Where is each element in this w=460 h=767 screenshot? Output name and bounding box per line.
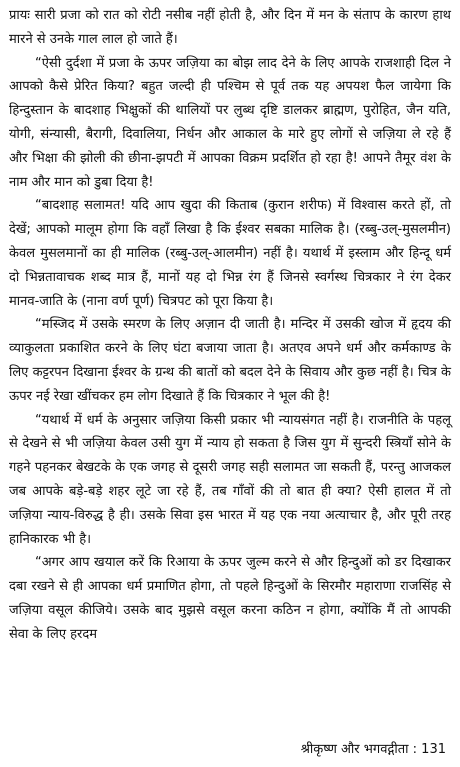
paragraph-5: “यथार्थ में धर्म के अनुसार जज़िया किसी प्रकार भी न्यायसंगत नहीं है। राजनीति के पहलू से देखने से भी जज़िया केवल उसी युग में न्याय हो सकता है जिस युग में सुन्दरी स्त्रियाँ सोने के गहने पहनकर बेखटके के एक जगह से दूसरी जगह सही सलामत जा सकती हैं, परन्तु आजकल जब आपके बड़े-बड़े शहर लूटे जा रहे हैं, तब गाँवों की तो बात ही क्या? ऐसी हालत में तो जज़िया न्याय-विरुद्ध है ही। उसके सिवा इस भारत में यह एक नया अत्याचार है, और पूरी तरह हानिकारक भी है। bbox=[9, 412, 451, 547]
page-footer bbox=[301, 741, 446, 759]
paragraph-1: प्रायः सारी प्रजा को रात को रोटी नसीब नहीं होती है, और दिन में मन के संताप के कारण हाथ मारने से उनके गाल लाल हो जाते हैं। bbox=[9, 8, 451, 47]
paragraph-3: “बादशाह सलामत! यदि आप खुदा की किताब (कुरान शरीफ) में विश्वास करते हों, तो देखें; आपको मालूम होगा कि वहाँ लिखा है कि ईश्वर सबका मालिक है। (रब्बु-उल्-मुसलमीन) केवल मुसलमानों का ही मालिक (रब्बु-उल्-आलमीन) नहीं है। यथार्थ में इस्लाम और हिन्दू धर्म दो भिन्नतावाचक शब्द मात्र हैं, मानों यह दो भिन्न रंग हैं जिनसे स्वर्गस्थ चित्रकार ने रंग देकर मानव-जाति के (नाना वर्ण पूर्ण) चित्रपट को पूरा किया है। bbox=[9, 198, 451, 309]
footer-separator: : bbox=[412, 742, 418, 757]
page-number: 131 bbox=[421, 742, 446, 757]
paragraph-6: “अगर आप खयाल करें कि रिआया के ऊपर जुल्म करने से और हिन्दुओं को डर दिखाकर दबा रखने से ही आपका धर्म प्रमाणित होगा, तो पहले हिन्दुओं के सिरमौर महाराणा राजसिंह से जज़िया वसूल कीजिये। उसके बाद मुझसे वसूल करना कठिन न होगा, क्योंकि मैं तो आपकी सेवा के लिए हरदम bbox=[9, 555, 451, 642]
paragraph-2: “ऐसी दुर्दशा में प्रजा के ऊपर जज़िया का बोझ लाद देने के लिए आपके राजशाही दिल ने आपको कैसे प्रेरित किया? बहुत जल्दी ही पश्चिम से पूर्व तक यह अपयश फैल जायेगा कि हिन्दुस्तान के बादशाह भिक्षुकों की थालियों पर लुब्ध दृष्टि डालकर ब्राह्मण, पुरोहित, जैन यति, योगी, संन्यासी, बैरागी, दिवालिया, निर्धन और आकाल के मारे हुए लोगों से जज़िया ले रहे हैं और भिक्षा की झोली की छीना-झपटी में आपका विक्रम प्रदर्शित हो रहा है! आपने तैमूर वंश के नाम और मान को डुबा दिया है! bbox=[9, 55, 451, 190]
paragraph-4: “मस्जिद में उसके स्मरण के लिए अज़ान दी जाती है। मन्दिर में उसकी खोज में हृदय की व्याकुलता प्रकाशित करने के लिए घंटा बजाया जाता है। अतएव अपने धर्म और कर्मकाण्ड के लिए कट्टरपन दिखाना ईश्वर के ग्रन्थ की बातों को बदल देने के सिवाय और कुछ नहीं है। चित्र के ऊपर नई रेखा खींचकर हम लोग दिखाते हैं कि चित्रकार ने भूल की है! bbox=[9, 317, 451, 404]
body-text bbox=[9, 4, 451, 647]
footer-book-title: श्रीकृष्ण और भगवद्गीता bbox=[300, 742, 409, 757]
